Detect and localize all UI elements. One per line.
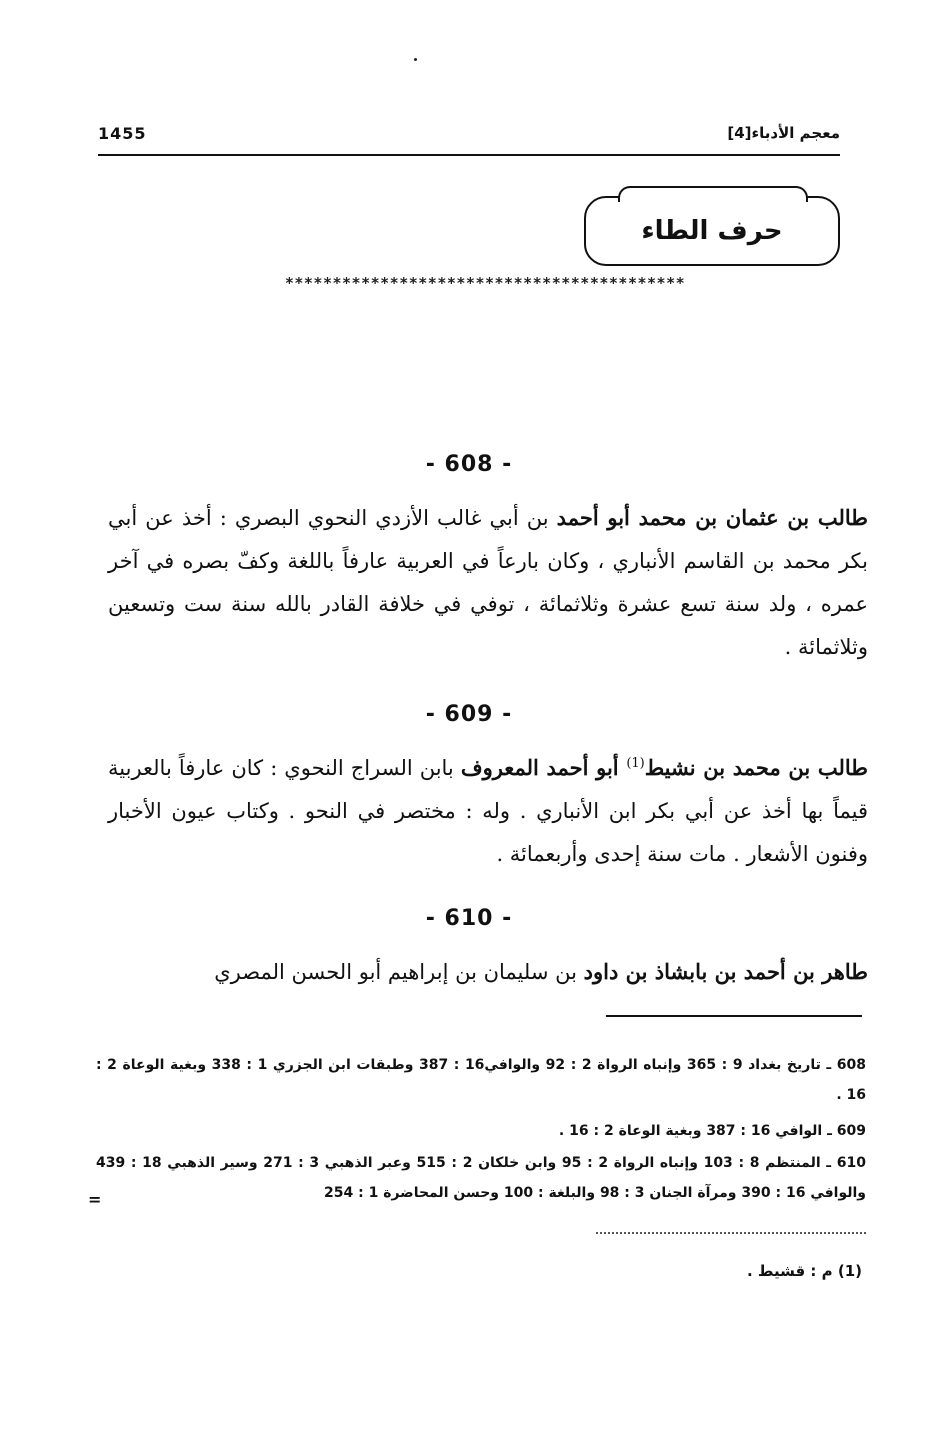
entry-609-name: طالب بن محمد بن نشيط [644, 755, 869, 780]
entry-609 [108, 742, 868, 876]
dotted-separator [596, 1232, 866, 1234]
footnote-1: (1) م : قشيط . [746, 1262, 862, 1280]
footnote-separator [606, 1015, 862, 1017]
source-note-610: 610 ـ المنتظم 8 : 103 وإنباه الرواة 2 : 95 وابن خلكان 2 : 515 وعبر الذهبي 3 : 271 وسير الذهبي 18 : 439 والوافي 16 : 390 ومرآة الجنان 3 : 98 والبلغة : 100 وحسن المحاضرة 1 : 254 [96, 1155, 866, 1201]
book-title: معجم الأدباء[4] [727, 124, 840, 142]
entry-608 [108, 496, 868, 669]
page-number: 1455 [98, 124, 147, 143]
entry-number-610: - 610 - [425, 906, 513, 931]
footnote-reference: (1) [626, 756, 645, 771]
entry-608-body: بن أبي غالب الأزدي النحوي البصري : أخذ عن أبي بكر محمد بن القاسم الأنباري ، وكان بارعاً في العربية عارفاً باللغة وكفّ بصره في آخر عمره ، ولد سنة تسع عشرة وثلاثمائة ، توفي في خلافة القادر بالله سنة ست وتسعين وثلاثمائة . [108, 506, 868, 659]
entry-609-name-cont: أبو أحمد المعروف [460, 755, 627, 780]
entry-number-608: - 608 - [425, 452, 513, 477]
entry-610-body: بن سليمان بن إبراهيم أبو الحسن المصري [214, 960, 584, 984]
chapter-title: حرف الطاء [641, 216, 783, 246]
running-head [98, 120, 840, 156]
source-note-609: 609 ـ الوافي 16 : 387 وبغية الوعاة 2 : 16 . [558, 1123, 866, 1139]
source-note-608: 608 ـ تاريخ بغداد 9 : 365 وإنباه الرواة 2 : 92 والوافي16 : 387 وطبقات ابن الجزري 1 : 338 وبغية الوعاة 2 : 16 . [96, 1057, 866, 1103]
entry-608-name: طالب بن عثمان بن محمد أبو أحمد [556, 505, 868, 530]
star-divider: ****************************************** [284, 274, 686, 292]
page-speck [414, 58, 417, 61]
entry-number-609: - 609 - [425, 702, 513, 727]
entry-610 [108, 950, 868, 994]
continuation-mark: = [88, 1190, 102, 1209]
entry-609-body: بابن السراج النحوي : كان عارفاً بالعربية قيماً بها أخذ عن أبي بكر ابن الأنباري . وله : مختصر في النحو . وكتاب عيون الأخبار وفنون الأشعار . مات سنة إحدى وأربعمائة . [108, 756, 868, 866]
entry-610-name: طاهر بن أحمد بن بابشاذ بن داود [583, 959, 868, 984]
